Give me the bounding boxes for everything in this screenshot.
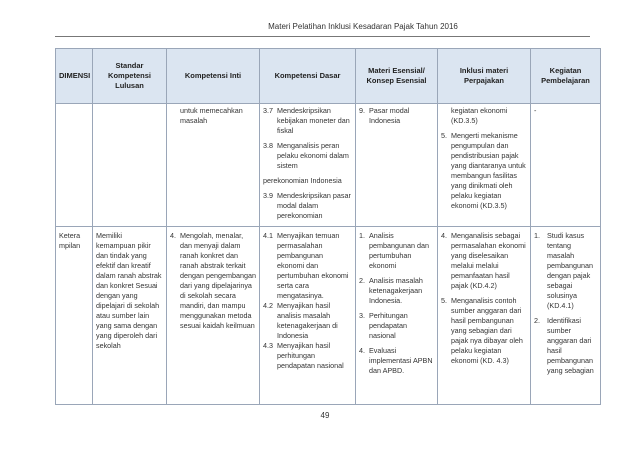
- list-item: 3.7 Mendeskripsikan kebijakan moneter dan fiskal: [263, 106, 350, 135]
- cell-kd: [260, 227, 356, 405]
- header-inklusi-materi: Inklusi materi Perpajakan: [438, 49, 531, 104]
- list-item: 3.9 Mendeskripsikan pasar modal dalam perekonomian: [263, 191, 351, 220]
- list-item: 9. Pasar modal Indonesia: [359, 106, 410, 125]
- header-materi-esensial: Materi Esensial/ Konsep Esensial: [356, 49, 438, 104]
- cell-materi-continued: [356, 104, 438, 227]
- table-header-row: [56, 49, 601, 104]
- cell-kegiatan-continued: [531, 104, 601, 227]
- cell-dimensi: [56, 227, 93, 405]
- list-item: perekonomian Indonesia: [263, 176, 342, 185]
- cell-skl-empty: [93, 104, 167, 227]
- page-number: 49: [320, 411, 330, 420]
- cell-kegiatan: [531, 227, 601, 405]
- header-dimensi: DIMENSI: [56, 49, 93, 104]
- list-item: 4.2 Menyajikan hasil analisis masalah ketenagakerjaan di Indonesia: [263, 301, 338, 340]
- list-item: 4.3 Menyajikan hasil perhitungan pendapatan nasional: [263, 341, 344, 370]
- list-item: 4.1 Menyajikan temuan permasalahan pembangunan ekonomi dan pertumbuhan ekonomi serta cara mengatasinya.: [263, 231, 349, 300]
- header-kegiatan-pembelajaran: Kegiatan Pembelajaran: [531, 49, 601, 104]
- cell-inklusi: [438, 227, 531, 405]
- list-item: 3.8 Menganalisis peran pelaku ekonomi dalam sistem: [263, 141, 349, 170]
- table-row: [56, 104, 601, 227]
- header-divider: [55, 36, 590, 37]
- list-item: 3. Perhitungan pendapatan nasional: [359, 311, 408, 340]
- list-item: 5. Menganalisis contoh sumber anggaran dari hasil pembangunan yang sebagian dari pajak nya dibayar oleh pelaku kegiatan ekonomi (KD. 4.3): [441, 296, 523, 365]
- cell-kd-continued: [260, 104, 356, 227]
- cell-dimensi-empty: [56, 104, 93, 227]
- table-row: [56, 227, 601, 405]
- curriculum-table: [55, 48, 601, 405]
- list-item: 5. Mengerti mekanisme pengumpulan dan pendistribusian pajak yang diantaranya untuk membangun fasilitas yang dinikmati oleh pelaku kegiatan ekonomi (KD.3.5): [441, 131, 526, 210]
- cell-skl: [93, 227, 167, 405]
- dimensi-text: Ketera mpilan: [59, 231, 81, 250]
- list-item: 1. Studi kasus tentang masalah pembangunan dengan pajak sebagai solusinya (KD.4.1): [534, 231, 593, 310]
- list-item: 4. Mengolah, menalar, dan menyaji dalam ranah konkret dan ranah abstrak terkait dengan pengembangan dari yang dipelajarinya di sekolah secara mandiri, dan mampu menggunakan metoda sesuai kaidah keilmuan: [170, 231, 256, 330]
- list-item: 2. Analisis masalah ketenagakerjaan Indonesia.: [359, 276, 423, 305]
- ki-text: untuk memecahkan masalah: [180, 106, 243, 125]
- list-item: 4. Menganalisis sebagai permasalahan ekonomi yang diselesaikan melalui melalui pemanfaatan hasil pajak (KD.4.2): [441, 231, 526, 290]
- list-item: 4. Evaluasi implementasi APBN dan APBD.: [359, 346, 433, 375]
- header-standar-kompetensi: Standar Kompetensi Lulusan: [93, 49, 167, 104]
- cell-ki: [167, 227, 260, 405]
- header-kompetensi-dasar: Kompetensi Dasar: [260, 49, 356, 104]
- header-kompetensi-inti: Kompetensi Inti: [167, 49, 260, 104]
- list-item: 2. Identifikasi sumber anggaran dari hasil pembangunan yang sebagian: [534, 316, 594, 375]
- cell-materi: [356, 227, 438, 405]
- kegiatan-dash: -: [534, 106, 537, 115]
- list-item: 1. Analisis pembangunan dan pertumbuhan ekonomi: [359, 231, 429, 270]
- cell-inklusi-continued: [438, 104, 531, 227]
- cell-ki-continued: [167, 104, 260, 227]
- page-header-title: Materi Pelatihan Inklusi Kesadaran Pajak Tahun 2016: [268, 22, 458, 31]
- skl-text: Memiliki kemampuan pikir dan tindak yang efektif dan kreatif dalam ranah abstrak dan konkret Sesuai dengan yang dipelajari di sekolah atau sumber lain yang sama dengan yang diperoleh dari sekolah: [96, 231, 162, 350]
- list-item: kegiatan ekonomi (KD.3.5): [451, 106, 508, 125]
